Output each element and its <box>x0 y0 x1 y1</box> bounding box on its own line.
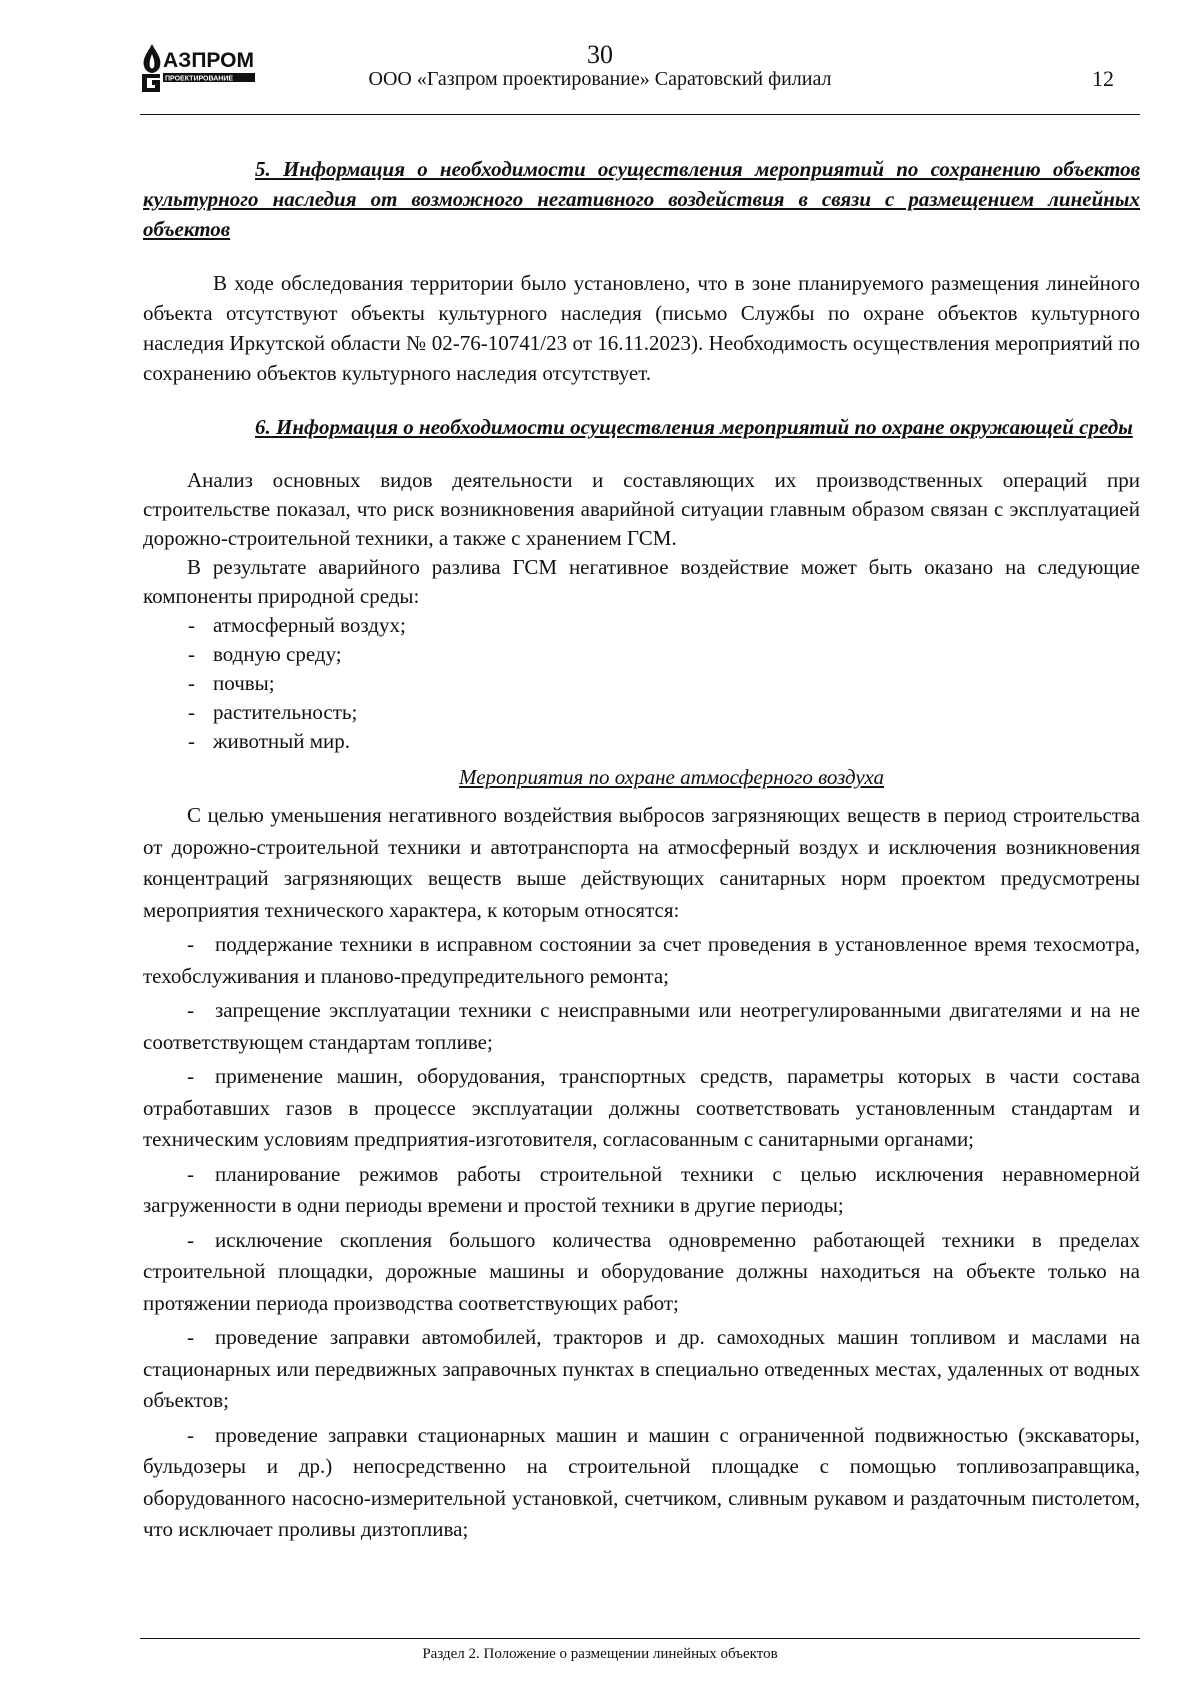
section-5-title: Информация о необходимости осуществления мероприятий по сохранению объектов культурного наследия от возможного негативного воздействия в связи с размещением линейных объектов <box>143 157 1141 241</box>
measure-item: - исключение скопления большого количества одновременно работающей техники в пределах строительной площадки, дорожные машины и оборудование должны находиться на объекте только на протяжении периода производства соответствующих работ; <box>143 1227 1140 1315</box>
page-number: 30 <box>587 40 613 69</box>
list-item: - водную среду; <box>188 642 342 666</box>
footer-divider <box>140 1638 1140 1639</box>
logo-subtitle: ПРОЕКТИРОВАНИЕ <box>165 75 234 83</box>
air-protection-subheading: Мероприятия по охране атмосферного воздуха <box>459 765 884 789</box>
sheet-number: 12 <box>1092 66 1114 91</box>
section-5-number: 5. <box>255 157 271 181</box>
document-body <box>143 154 1140 1549</box>
list-item: - атмосферный воздух; <box>188 613 406 637</box>
measure-item: - планирование режимов работы строительной техники с целью исключения неравномерной загруженности в одни периоды времени и простой техники в другие периоды; <box>143 1161 1140 1217</box>
air-protection-intro: С целью уменьшения негативного воздействия выбросов загрязняющих веществ в период строительства от дорожно-строительной техники и автотранспорта на атмосферный воздух и исключения возникновения концентраций загрязняющих веществ выше действующих санитарных норм проектом предусмотрены мероприятия технического характера, к которым относятся: <box>143 803 1140 922</box>
section-6-paragraph-1: Анализ основных видов деятельности и составляющих их производственных операций при строительстве показал, что риск возникновения аварийной ситуации главным образом связан с эксплуатацией дорожно-строительной техники, а также с хранением ГСМ. <box>143 468 1140 550</box>
section-6-paragraph-2: В результате аварийного разлива ГСМ негативное воздействие может быть оказано на следующие компоненты природной среды: <box>143 555 1140 608</box>
components-list <box>143 611 1140 756</box>
list-item: - растительность; <box>188 700 358 724</box>
measure-item: - применение машин, оборудования, транспортных средств, параметры которых в части состава отработавших газов в процессе эксплуатации должны соответствовать установленным стандартам и техническим условиям предприятия-изготовителя, согласованным с санитарными органами; <box>143 1064 1140 1151</box>
measure-item: - поддержание техники в исправном состоянии за счет проведения в установленное время техосмотра, техобслуживания и планово-предупредительного ремонта; <box>143 932 1140 988</box>
measure-item: - проведение заправки стационарных машин и машин с ограниченной подвижностью (экскаваторы, бульдозеры и др.) непосредственно на строительной площадке с помощью топливозаправщика, оборудованного насосно-измерительной установкой, счетчиком, сливным рукавом и раздаточным пистолетом, что исключает проливы дизтоплива; <box>143 1422 1140 1541</box>
list-item: - почвы; <box>188 671 275 695</box>
header-divider <box>140 114 1140 115</box>
section-6-number: 6. <box>255 415 271 439</box>
section-5-paragraph: В ходе обследования территории было установлено, что в зоне планируемого размещения линейного объекта отсутствуют объекты культурного наследия (письмо Службы по охране объектов культурного наследия Иркутской области № 02-76-10741/23 от 16.11.2023). Необходимость осуществления мероприятий по сохранению объектов культурного наследия отсутствует. <box>143 271 1140 385</box>
section-6-heading <box>143 412 1140 442</box>
organization-name: ООО «Газпром проектирование» Саратовский филиал <box>368 68 832 90</box>
measure-item: - запрещение эксплуатации техники с неисправными или неотрегулированными двигателями и на не соответствующем стандартам топливе; <box>143 998 1140 1054</box>
section-6-title: Информация о необходимости осуществления мероприятий по охране окружающей среды <box>276 415 1133 439</box>
measure-item: - проведение заправки автомобилей, тракторов и др. самоходных машин топливом и маслами на стационарных или передвижных заправочных пунктах в специально отведенных местах, удаленных от водных объектов; <box>143 1325 1140 1412</box>
list-item: - животный мир. <box>188 729 351 753</box>
footer-text: Раздел 2. Положение о размещении линейных объектов <box>422 1646 778 1662</box>
logo-wordmark: АЗПРОМ <box>163 49 254 72</box>
section-5-heading <box>143 154 1140 244</box>
